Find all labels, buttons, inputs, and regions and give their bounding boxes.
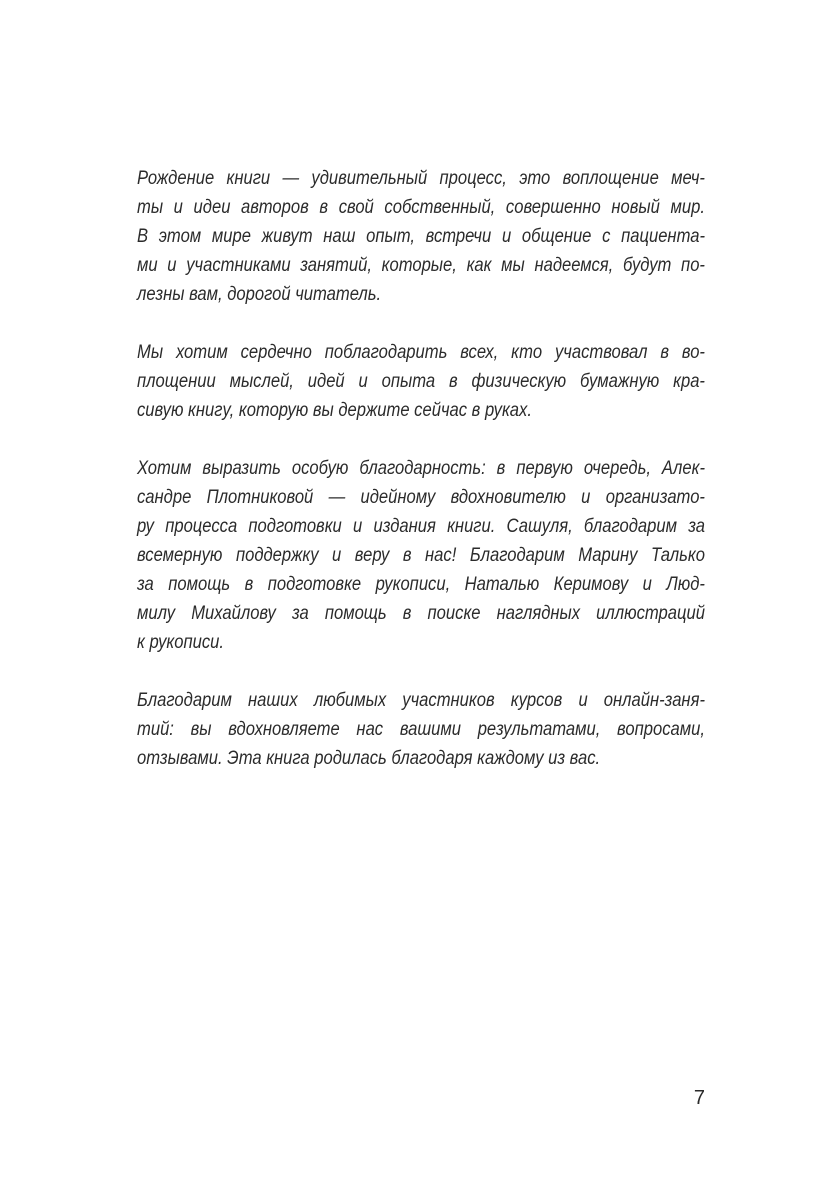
text-line: ты и идеи авторов в свой собственный, совершенно новый мир.: [137, 197, 705, 218]
text-line: тий: вы вдохновляете нас вашими результатами, вопросами,: [137, 719, 705, 740]
text-line: лезны вам, дорогой читатель.: [137, 284, 382, 305]
text-line: за помощь в подготовке рукописи, Наталью Керимову и Люд-: [137, 574, 705, 595]
text-line: милу Михайлову за помощь в поиске наглядных иллюстраций: [137, 603, 705, 624]
text-line: Благодарим наших любимых участников курсов и онлайн-заня-: [137, 690, 705, 711]
text-line: сандре Плотниковой — идейному вдохновителю и организато-: [137, 487, 705, 508]
paragraph: [137, 686, 787, 773]
text-line: Хотим выразить особую благодарность: в первую очередь, Алек-: [137, 458, 705, 479]
text-line: отзывами. Эта книга родилась благодаря каждому из вас.: [137, 748, 601, 769]
text-line: к рукописи.: [137, 632, 225, 653]
paragraph: [137, 164, 787, 309]
body-text: [137, 164, 787, 773]
text-line: Рождение книги — удивительный процесс, это воплощение меч-: [137, 168, 705, 189]
page-number: 7: [693, 1087, 705, 1109]
text-line: ру процесса подготовки и издания книги. Сашуля, благодарим за: [137, 516, 705, 537]
text-line: ми и участниками занятий, которые, как мы надеемся, будут по-: [137, 255, 705, 276]
text-line: сивую книгу, которую вы держите сейчас в руках.: [137, 400, 532, 421]
text-line: В этом мире живут наш опыт, встречи и общение с пациента-: [137, 226, 705, 247]
paragraph: [137, 454, 787, 657]
paragraph: [137, 338, 787, 425]
text-line: площении мыслей, идей и опыта в физическую бумажную кра-: [137, 371, 705, 392]
text-line: Мы хотим сердечно поблагодарить всех, кто участвовал в во-: [137, 342, 705, 363]
text-line: всемерную поддержку и веру в нас! Благодарим Марину Талько: [137, 545, 705, 566]
